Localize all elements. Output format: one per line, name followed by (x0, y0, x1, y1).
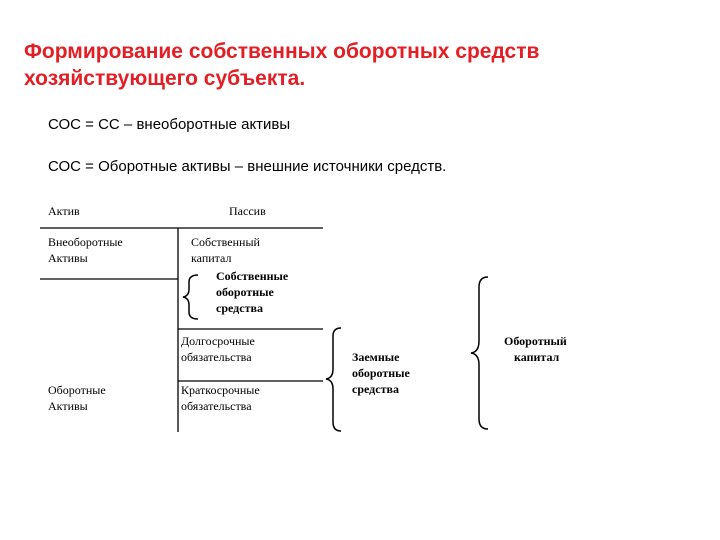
borrowed-working-capital-brace (326, 328, 341, 431)
noncurrent-assets-line1: Внеоборотные (48, 235, 123, 249)
working-capital-brace (471, 277, 488, 429)
own-working-capital-line2: оборотные (216, 285, 274, 299)
own-working-capital-line1: Собственные (216, 269, 289, 283)
short-term-liabilities-line1: Краткосрочные (181, 383, 260, 397)
borrowed-working-capital-line3: средства (352, 382, 399, 396)
page-title: Формирование собственных оборотных средств хозяйствующего субъекта. (24, 40, 540, 90)
long-term-liabilities-line1: Долгосрочные (181, 334, 255, 348)
current-assets-line1: Оборотные (48, 383, 106, 397)
noncurrent-assets-line2: Активы (48, 251, 88, 265)
working-capital-line2: капитал (514, 350, 560, 364)
header-liability: Пассив (229, 204, 266, 218)
formula-current-assets: СОС = Оборотные активы – внешние источники средств. (48, 158, 447, 175)
equity-line1: Собственный (191, 235, 260, 249)
header-asset: Актив (48, 204, 80, 218)
current-assets-line2: Активы (48, 399, 88, 413)
borrowed-working-capital-line1: Заемные (352, 350, 400, 364)
borrowed-working-capital-line2: оборотные (352, 366, 410, 380)
long-term-liabilities-line2: обязательства (181, 350, 252, 364)
equity-line2: капитал (191, 251, 232, 265)
own-working-capital-brace (183, 275, 198, 319)
short-term-liabilities-line2: обязательства (181, 399, 252, 413)
formula-own-capital: СОС = СС – внеоборотные активы (48, 116, 291, 133)
own-working-capital-line3: средства (216, 301, 263, 315)
working-capital-line1: Оборотный (504, 334, 567, 348)
